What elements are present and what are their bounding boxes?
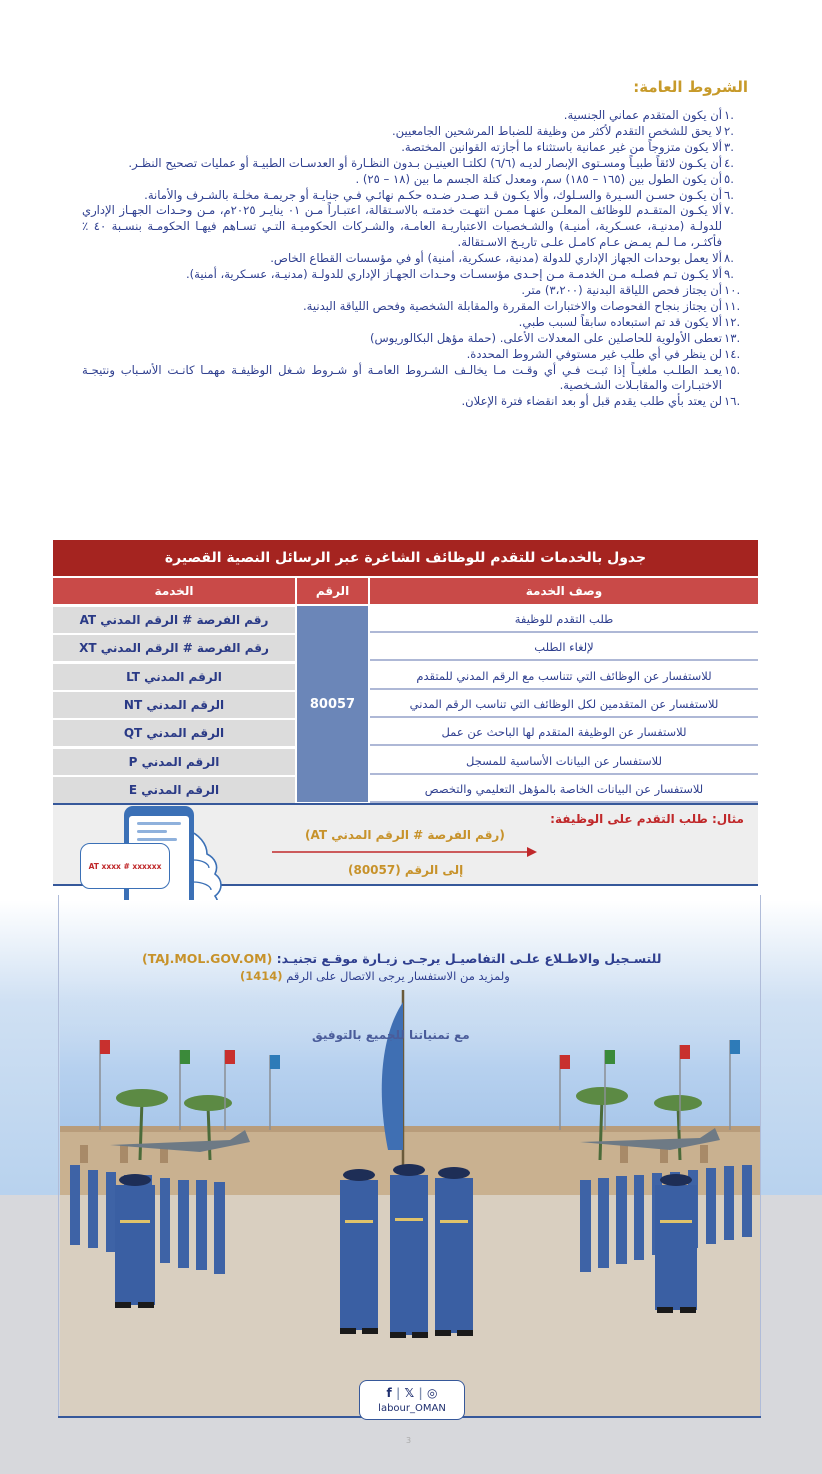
social-handle: labour_OMAN <box>378 1403 446 1414</box>
column-header-number: الرقم <box>297 578 368 604</box>
phone-line <box>137 830 167 833</box>
condition-number: .١٦ <box>724 394 741 409</box>
condition-number: .٨ <box>724 251 734 266</box>
condition-number: .١٣ <box>724 330 741 345</box>
condition-item <box>82 314 741 331</box>
condition-number: .٤ <box>724 155 734 170</box>
instagram-icon[interactable]: ◎ <box>426 1386 438 1400</box>
condition-item <box>82 203 734 251</box>
social-box[interactable] <box>359 1380 465 1420</box>
condition-text: ألا يكون متزوجاً من غير عمانية باستثناء ما أجازته القوانين المختصة. <box>401 139 722 154</box>
table-cell-description: للاستفسار عن البيانات الأساسية للمسجل <box>370 749 758 775</box>
conditions-list <box>82 108 741 410</box>
condition-number: .٩ <box>724 267 734 282</box>
condition-text: تعطى الأولوية للحاصلين على المعدلات الأعلى. (حملة مؤهل البكالوريوس) <box>369 330 722 345</box>
table-cell-service: الرقم المدني NT <box>53 692 295 718</box>
condition-text: ألا يكـون تـم فصلـه مـن الخدمـة مـن إحـدى مؤسسـات وحـدات الجهـاز الإداري للدولـة (مدنيـة، عسـكرية، أمنية). <box>185 267 722 282</box>
table-cell-service: الرقم المدني QT <box>53 720 295 746</box>
condition-item <box>82 139 734 156</box>
table-cell-service: الرقم المدني P <box>53 749 295 775</box>
table-cell-description: للاستفسار عن المتقدمين لكل الوظائف التي تناسب الرقم المدني <box>370 692 758 718</box>
condition-number: .١ <box>724 108 734 122</box>
phone-line <box>137 822 181 825</box>
page-number: 3 <box>406 1436 412 1445</box>
condition-item <box>82 171 734 188</box>
condition-text: يعـد الطلـب ملغيـاً إذا ثبـت فـي أي وقـت مـا يخالـف الشـروط العامـة أو شـروط شـغل الوظيفـة مهمـا كانـت الأسـباب ونتيجـة الاختبـارات والمقابـلات الشـخصية. <box>82 362 722 393</box>
divider: | <box>395 1386 401 1400</box>
condition-text: أن يكـون حسـن السـيرة والسـلوك، وألا يكـون قـد صـدر ضـده حكـم نهائـي فـي جنايـة أو جريمـة مخلـة بالشـرف والأمانة. <box>144 187 722 202</box>
condition-item <box>82 155 734 172</box>
condition-number: .١٢ <box>724 314 741 329</box>
condition-text: أن يكون المتقدم عماني الجنسية. <box>563 108 722 122</box>
table-cell-description: للاستفسار عن البيانات الخاصة بالمؤهل التعليمي والتخصص <box>370 777 758 803</box>
good-wishes-text: مع تمنياتنا للجميع بالتوفيق <box>312 1028 470 1042</box>
condition-text: ألا يكون قد تم استبعاده سابقاً لسبب طبي. <box>518 314 722 329</box>
condition-text: لن يعتد بأي طلب يقدم قبل أو بعد انقضاء فترة الإعلان. <box>461 394 722 409</box>
condition-item <box>82 108 734 124</box>
condition-number: .١١ <box>724 298 741 313</box>
condition-number: .١٥ <box>724 362 741 377</box>
condition-number: .١٠ <box>724 282 741 297</box>
example-title: مثال: طلب التقدم على الوظيفة: <box>550 812 744 826</box>
more-info-text: ولمزيد من الاستفسار يرجى الاتصال على الرقم <box>286 969 510 983</box>
condition-text: أن يجتاز فحص اللياقة البدنية (٣،٢٠٠) متر. <box>521 282 722 297</box>
column-header-service: الخدمة <box>53 578 295 604</box>
more-info-line <box>240 969 510 983</box>
services-table-title: جدول بالخدمات للتقدم للوظائف الشاغرة عبر الرسائل النصية القصيرة <box>53 540 758 576</box>
arrow-right-icon <box>272 845 537 859</box>
condition-item <box>82 187 734 204</box>
table-cell-description: للاستفسار عن الوظيفة المتقدم لها الباحث عن عمل <box>370 720 758 746</box>
condition-item <box>82 267 734 283</box>
condition-number: .٢ <box>724 123 734 138</box>
table-cell-description: طلب التقدم للوظيفة <box>370 607 758 633</box>
condition-text: ألا يعمل بوحدات الجهاز الإداري للدولة (مدنية، عسكرية، أمنية) أو في مؤسسات القطاع الخاص. <box>270 251 722 266</box>
condition-item <box>82 346 741 363</box>
condition-number: .٧ <box>724 203 734 218</box>
condition-number: .٣ <box>724 139 734 154</box>
facebook-icon[interactable]: f <box>386 1386 392 1400</box>
condition-number: .٦ <box>724 187 734 202</box>
condition-item <box>82 298 741 315</box>
registration-line <box>142 951 661 966</box>
example-code: (رقم الفرصة # الرقم المدني AT) <box>305 828 505 842</box>
x-icon[interactable]: 𝕏 <box>404 1386 415 1400</box>
condition-item <box>82 123 734 140</box>
registration-text: للتسـجيل والاطـلاع علـى التفاصيـل يرجـى زيـارة موقـع تجنيـد: <box>276 951 662 966</box>
phone-line <box>137 838 177 841</box>
condition-text: لن ينظر في أي طلب غير مستوفي الشروط المحددة. <box>466 346 722 361</box>
sms-number-cell: 80057 <box>297 606 368 802</box>
divider: | <box>418 1386 423 1400</box>
condition-text: أن يكون الطول بين (١٦٥ – ١٨٥) سم، ومعدل كتلة الجسم ما بين (١٨ – ٢٥) . <box>355 171 722 186</box>
condition-item <box>82 362 741 395</box>
conditions-title: الشروط العامة: <box>633 78 748 96</box>
contact-phone[interactable]: (1414) <box>240 969 283 983</box>
condition-item <box>82 282 741 299</box>
condition-item <box>82 330 741 347</box>
condition-text: أن يجتاز بنجاح الفحوصات والاختبارات المقررة والمقابلة الشخصية وفحص اللياقة البدنية. <box>302 298 722 313</box>
table-cell-service: رقم الفرصة # الرقم المدني AT <box>53 607 295 633</box>
table-cell-service: رقم الفرصة # الرقم المدني XT <box>53 635 295 661</box>
table-cell-description: للاستفسار عن الوظائف التي تتناسب مع الرقم المدني للمتقدم <box>370 664 758 690</box>
example-to-number: إلى الرقم (80057) <box>348 863 464 877</box>
condition-text: أن يكـون لائقاً طبيـاً ومسـتوى الإبصار لديـه (٦/٦) لكلتـا العينيـن بـدون النظـارة أو العدسـات الطبيـة أو عمليات تصحيح النظـر. <box>128 155 722 170</box>
condition-item <box>82 251 734 267</box>
table-cell-description: لإلغاء الطلب <box>370 635 758 661</box>
sms-bubble: AT xxxx # xxxxxx <box>80 843 170 889</box>
condition-number: .٥ <box>724 171 734 186</box>
table-cell-service: الرقم المدني E <box>53 777 295 803</box>
condition-text: ألا يكـون المتقـدم للوظائف المعلـن عنهـا ممـن انتهـت خدمتـه بالاسـتقالة، اعتبـاراً مـن ٠١ ينايـر ٢٠٢٥م، مـن وحـدات الجهـاز الإداري للدولـة (مدنيـة، عسـكرية، أمنيـة) والشـخصيات الاعتباريـة العامـة، والشـركات الحكوميـة التـي تسـاهم فيهـا الحكومـة بنسـبة ٤٠ ٪ فأكثـر، مـا لـم يمـض عـام كامـل علـى تاريـخ الاسـتقالة. <box>82 203 722 250</box>
condition-text: لا يحق للشخص التقدم لأكثر من وظيفة للضباط المرشحين الجامعيين. <box>391 123 722 138</box>
table-cell-service: الرقم المدني LT <box>53 664 295 690</box>
social-icons <box>360 1386 464 1400</box>
column-header-description: وصف الخدمة <box>370 578 758 604</box>
condition-number: .١٤ <box>724 346 741 361</box>
condition-item <box>82 394 741 410</box>
website-url[interactable]: (TAJ.MOL.GOV.OM) <box>142 951 273 966</box>
